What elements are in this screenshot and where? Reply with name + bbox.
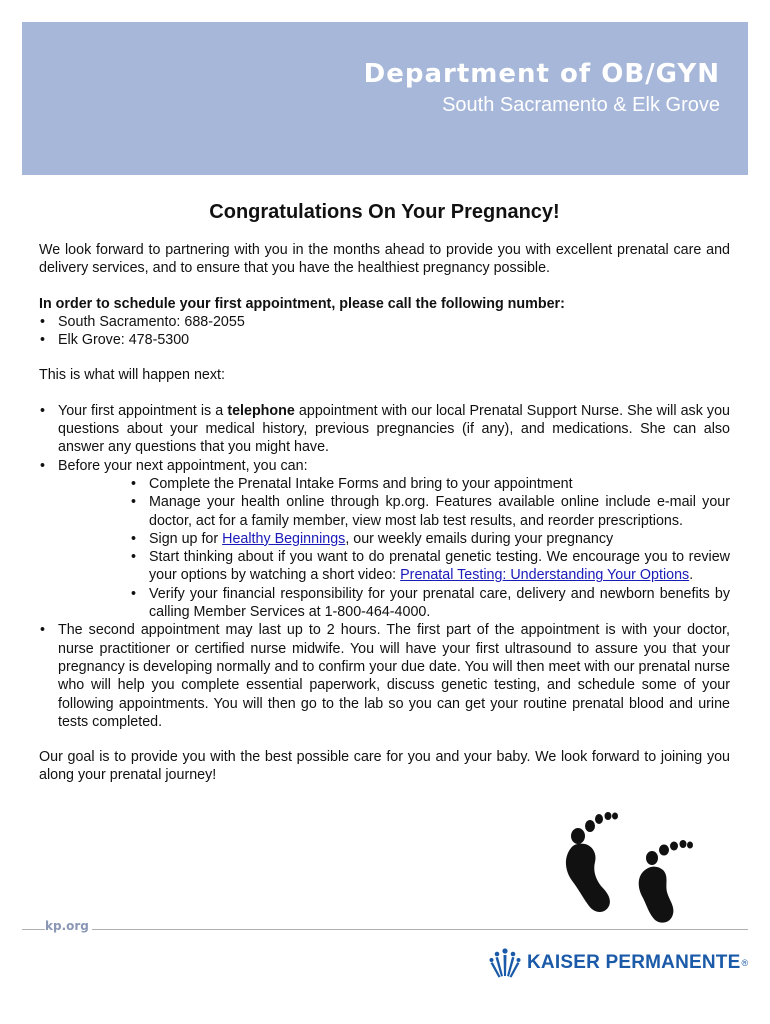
registered-mark: ® (741, 958, 749, 968)
step-first-appointment (39, 402, 730, 457)
next-steps-list (39, 402, 730, 731)
page-title: Congratulations On Your Pregnancy! (209, 201, 560, 223)
step-second-appointment: • The second appointment may last up to 2 hours. The first part of the appointment is with your doctor, nurse practitioner or certified nurse midwife. You will have your first ultrasound to assure you that your pregnancy is developing normally and to confirm your due date. You will then meet with our prenatal nurse who will help you complete essential paperwork, discuss genetic testing, and schedule some of your following appointments. You will then go to the lab so you can get your routine prenatal blood and urine tests completed. (39, 621, 730, 731)
footer-url: kp.org (45, 919, 92, 933)
header-banner (22, 22, 748, 175)
genetic-text-end: . (689, 567, 694, 584)
department-locations: South Sacramento & Elk Grove (442, 94, 720, 116)
closing-paragraph: Our goal is to provide you with the best possible care for you and your baby. We look forward to joining you along your prenatal journey! (39, 749, 730, 784)
phone-list (39, 313, 730, 350)
intro-paragraph: We look forward to partnering with you in the months ahead to provide you with excellent prenatal care and delivery services, and to ensure that you have the healthiest pregnancy possible. (39, 242, 730, 277)
step1-text-start: Your first appointment is a (58, 402, 228, 419)
prep-item-financial: • Verify your financial responsibility for your prenatal care, delivery and newborn benefits by calling Member Services at 1-800-464-4000. (130, 585, 730, 622)
signup-text-start: Sign up for (149, 530, 223, 547)
kaiser-permanente-logo-icon (488, 946, 522, 980)
schedule-heading-text: In order to schedule your first appointment, please call the following number: (39, 295, 565, 312)
prep-item-intake-forms: • Complete the Prenatal Intake Forms and bring to your appointment (130, 475, 730, 493)
prep-item-healthy-beginnings (130, 530, 730, 548)
step-before-next-appointment (39, 457, 730, 622)
preparation-list (130, 475, 730, 621)
step1-text-end: appointment with our local Prenatal Support Nurse. She will ask you questions about your medical history, previous pregnancies (if any), and medications. She can also answer any questions that you might have. (58, 402, 730, 456)
footer-divider (22, 929, 748, 930)
prep-item-genetic-testing (130, 548, 730, 585)
next-steps-intro: This is what will happen next: (39, 367, 225, 384)
step1-bold-telephone: telephone (227, 402, 295, 419)
genetic-text-start: Start thinking about if you want to do prenatal genetic testing. We encourage you to review your options by watching a short video: (149, 549, 730, 584)
phone-item-elk-grove: • Elk Grove: 478-5300 (39, 331, 730, 349)
prep-item-manage-online: • Manage your health online through kp.org. Features available online include e-mail your doctor, act for a family member, view most lab test results, and reorder prescriptions. (130, 493, 730, 530)
signup-text-end: , our weekly emails during your pregnancy (345, 530, 614, 547)
healthy-beginnings-link[interactable]: Healthy Beginnings (222, 530, 346, 547)
kaiser-permanente-logo (488, 946, 748, 980)
step2-text: Before your next appointment, you can: (58, 457, 308, 474)
prenatal-testing-video-link[interactable]: Prenatal Testing: Understanding Your Options (400, 567, 690, 584)
kaiser-permanente-wordmark: KAISER PERMANENTE (527, 952, 741, 973)
phone-item-south-sacramento: • South Sacramento: 688-2055 (39, 313, 730, 331)
letter-body (39, 200, 730, 785)
department-title: Department of OB/GYN (363, 59, 720, 89)
baby-footprints-icon (557, 806, 705, 924)
schedule-heading (39, 295, 730, 313)
